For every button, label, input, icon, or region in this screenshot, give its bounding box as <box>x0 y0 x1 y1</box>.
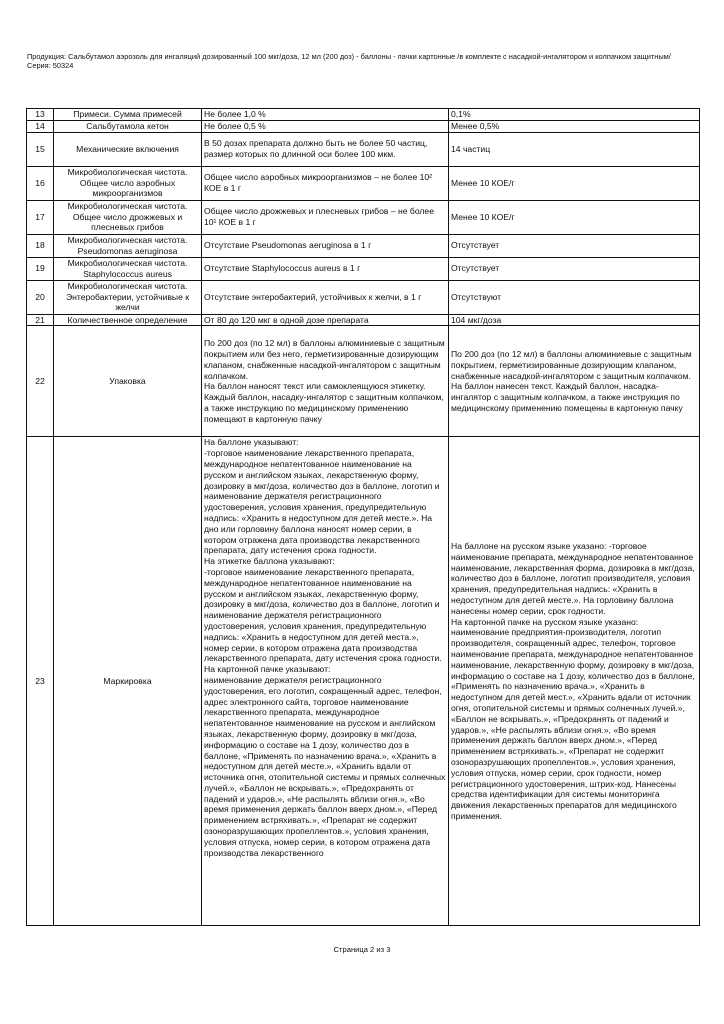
specification-table <box>26 108 700 926</box>
result-text: Менее 10 КОЕ/г <box>449 200 700 234</box>
requirement-text: По 200 доз (по 12 мл) в баллоны алюминиевые с защитным покрытием или без него, герметизированные дозирующим клапаном, снабженные насадкой-ингалятором с защитным колпачком. На баллон наносят текст или самоклеящуюся этикетку. Каждый баллон, насадку-ингалятор с защитным колпачком, а также инструкцию по медицинскому применению помещают в картонную пачку <box>202 326 449 437</box>
test-name: Примеси. Сумма примесей <box>54 109 202 121</box>
requirement-text: От 80 до 120 мкг в одной дозе препарата <box>202 314 449 326</box>
requirement-text: Общее число дрожжевых и плесневых грибов – не более 10¹ КОЕ в 1 г <box>202 200 449 234</box>
requirement-text: Отсутствие Staphylococcus aureus в 1 г <box>202 257 449 280</box>
table-row <box>27 120 700 132</box>
result-text: Отсутствуют <box>449 280 700 314</box>
test-name: Микробиологическая чистота. Общее число аэробных микроорганизмов <box>54 166 202 200</box>
result-text: По 200 доз (по 12 мл) в баллоны алюминиевые с защитным покрытием, герметизированные дозирующим клапаном, снабженные насадкой-ингалятором с защитным колпачком. На баллон нанесен текст. Каждый баллон, насадка-ингалятор с защитным колпачком, а также инструкция по медицинскому применению помещены в картонную пачку <box>449 326 700 437</box>
result-text: Менее 0,5% <box>449 120 700 132</box>
table-row <box>27 280 700 314</box>
result-text: 14 частиц <box>449 132 700 166</box>
row-number: 23 <box>27 437 54 926</box>
test-name: Микробиологическая чистота. Staphylococcus aureus <box>54 257 202 280</box>
requirement-text: Не более 0,5 % <box>202 120 449 132</box>
result-text: Отсутствует <box>449 257 700 280</box>
page-number: Страница 2 из 3 <box>333 945 391 954</box>
result-text: 0,1% <box>449 109 700 121</box>
row-number: 21 <box>27 314 54 326</box>
row-number: 18 <box>27 234 54 257</box>
test-name: Механические включения <box>54 132 202 166</box>
table-row <box>27 437 700 926</box>
result-text: На баллоне на русском языке указано: -торговое наименование препарата, международное непатентованное наименование, лекарственная форма, дозировка в мкг/доза, количество доз в баллоне, логотип производителя, условия хранения, предупредительная надпись: «Хранить в недоступном для детей месте.». На горловину баллона нанесены номер серии, срок годности. На картонной пачке на русском языке указано: наименование предприятия-производителя, логотип производителя, сокращенный адрес, телефон, торговое наименование препарата, международное непатентованное наименование, лекарственную форму, дозировку в мкг/доза, информацию о составе на 1 дозу, количество доз в баллоне, «Применять по назначению врача.», «Хранить в недоступном для детей мест.», «Хранить вдали от источник огня, отопительной системы и прямых солнечных лучей.», «Баллон не вскрывать.», «Предохранять от падений и ударов.», «Не распылять вблизи огня.», «Во время применения держать баллон вверх дном.», «Перед применением встряхивать.», «Препарат не содержит озоноразрушающих пропеллентов.», условия хранения, условия отпуска, номер серии, срок годности, номер регистрационного удостоверения, штрих-код. Нанесены средства идентификации для системы мониторинга движения лекарственных препаратов для медицинского применения. <box>449 437 700 926</box>
table-row <box>27 166 700 200</box>
requirement-text: Не более 1,0 % <box>202 109 449 121</box>
table-row <box>27 200 700 234</box>
test-name: Маркировка <box>54 437 202 926</box>
row-number: 17 <box>27 200 54 234</box>
row-number: 19 <box>27 257 54 280</box>
requirement-text: Отсутствие энтеробактерий, устойчивых к желчи, в 1 г <box>202 280 449 314</box>
result-text: Менее 10 КОЕ/г <box>449 166 700 200</box>
requirement-text: В 50 дозах препарата должно быть не более 50 частиц, размер которых по длинной оси более 100 мкм. <box>202 132 449 166</box>
row-number: 20 <box>27 280 54 314</box>
result-text: Отсутствует <box>449 234 700 257</box>
result-text: 104 мкг/доза <box>449 314 700 326</box>
row-number: 13 <box>27 109 54 121</box>
table-row <box>27 234 700 257</box>
test-name: Количественное определение <box>54 314 202 326</box>
document-header: Продукция: Сальбутамол аэрозоль для ингаляций дозированный 100 мкг/доза, 12 мл (200 доз) - баллоны - пачки картонные /в комплекте с насадкой-ингалятором и колпачком защитным/Серия: 50324 <box>27 52 671 70</box>
row-number: 16 <box>27 166 54 200</box>
table-row <box>27 132 700 166</box>
table-row <box>27 257 700 280</box>
requirement-text: Общее число аэробных микроорганизмов – не более 10² КОЕ в 1 г <box>202 166 449 200</box>
table-row <box>27 326 700 437</box>
row-number: 14 <box>27 120 54 132</box>
test-name: Сальбутамола кетон <box>54 120 202 132</box>
row-number: 22 <box>27 326 54 437</box>
row-number: 15 <box>27 132 54 166</box>
requirement-text: На баллоне указывают: -торговое наименование лекарственного препарата, международное непатентованное наименование на русском и английском языках, лекарственную форму, дозировку в мкг/доза, количество доз в баллоне, логотип и наименование держателя регистрационного удостоверения, условия хранения, предупредительную надпись: «Хранить в недоступном для детей месте.». На дно или горловину баллона наносят номер серии, в котором отражена дата производства лекарственного препарата, дату истечения срока годности. На этикетке баллона указывают: -торговое наименование лекарственного препарата, международное непатентованное наименование на русском и английском языках, лекарственную форму, дозировку в мкг/доза, количество доз в баллоне, логотип и наименование держателя регистрационного удостоверения, условия хранения, предупредительную надпись: «Хранить в недоступном для детей места.», номер серии, в котором отражена дата производства лекарственного препарата, дату истечения срока годности. На картонной пачке указывают: наименование держателя регистрационного удостоверения, его логотип, сокращенный адрес, телефон, адрес электронного сайта, торговое наименование лекарственного препарата, международное непатентованное наименование на русском и английском языках, лекарственную форму, дозировку в мкг/доза, информацию о составе на 1 дозу, количество доз в баллоне, «Применять по назначению врача.», «Хранить в недоступном для детей месте.», «Хранить вдали от источника огня, отопительной системы и прямых солнечных лучей.», «Баллон не вскрывать.», «Предохранять от падений и ударов.», «Не распылять вблизи огня.», «Во время применения держать баллон вверх дном.», «Перед применением встряхивать.», «Препарат не содержит озоноразрушающих пропеллентов.», условия хранения, условия отпуска, номер серии, в котором отражена дата производства лекарственного <box>202 437 449 926</box>
requirement-text: Отсутствие Pseudomonas aeruginosa в 1 г <box>202 234 449 257</box>
test-name: Микробиологическая чистота. Общее число дрожжевых и плесневых грибов <box>54 200 202 234</box>
table-row <box>27 109 700 121</box>
test-name: Упаковка <box>54 326 202 437</box>
test-name: Микробиологическая чистота. Pseudomonas aeruginosa <box>54 234 202 257</box>
test-name: Микробиологическая чистота. Энтеробактерии, устойчивые к желчи <box>54 280 202 314</box>
table-row <box>27 314 700 326</box>
